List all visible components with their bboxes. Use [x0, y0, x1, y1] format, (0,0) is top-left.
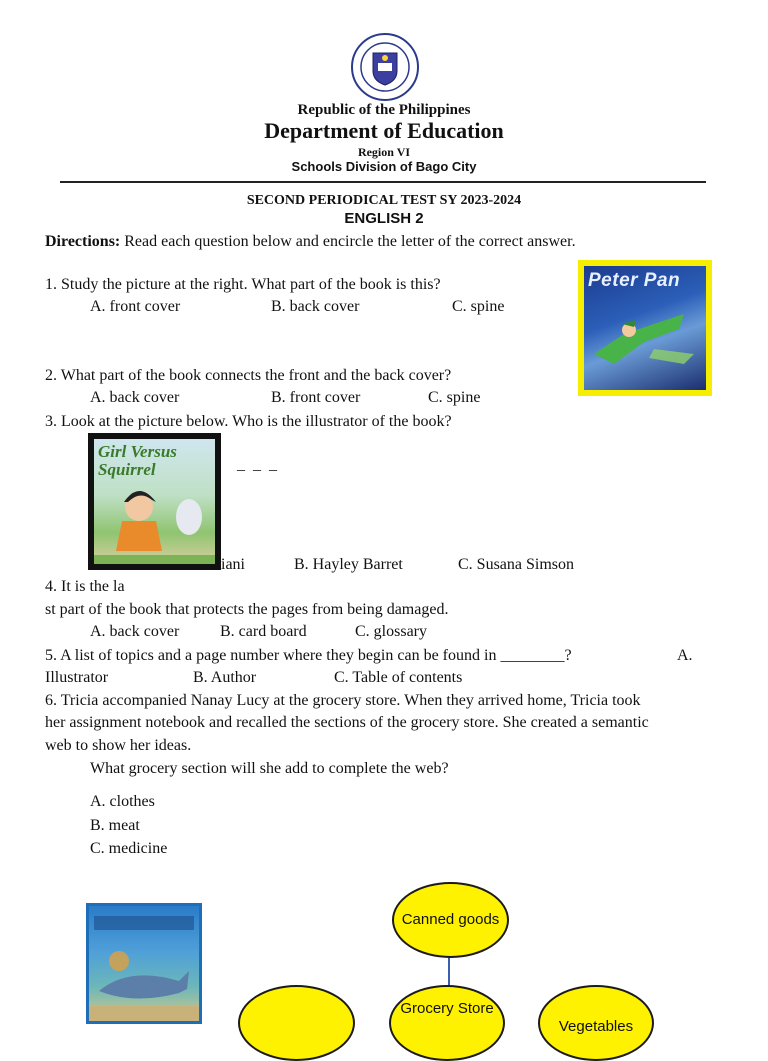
web-node-vegetables: Vegetables	[538, 985, 654, 1061]
q6-question: What grocery section will she add to complete the web?	[90, 760, 449, 777]
q6-line-2: her assignment notebook and recalled the sections of the grocery store. She created a semantic	[45, 714, 649, 731]
web-node-canned-goods: Canned goods	[392, 882, 509, 958]
q2-option-c: C. spine	[428, 389, 481, 406]
peter-pan-title: Peter Pan	[588, 270, 681, 291]
peter-pan-figure-icon	[584, 294, 706, 390]
republic-line: Republic of the Philippines	[297, 102, 471, 118]
q3-option-c: C. Susana Simson	[458, 556, 575, 573]
peter-pan-cover-image	[578, 260, 712, 396]
q4-option-b: B. card board	[220, 623, 307, 640]
q5-option-a-letter: A.	[677, 647, 693, 664]
q6-option-a: A. clothes	[90, 793, 155, 810]
test-title: SECOND PERIODICAL TEST SY 2023-2024	[246, 193, 522, 208]
web-node-empty	[238, 985, 355, 1061]
q5-option-c: C. Table of contents	[334, 669, 463, 686]
q3-stem: 3. Look at the picture below. Who is the illustrator of the book?	[45, 413, 452, 430]
q3-option-a-fragment: iani	[221, 556, 245, 573]
q4-option-a: A. back cover	[90, 623, 180, 640]
shark-book-cover-image	[86, 903, 202, 1024]
region-line: Region VI	[357, 145, 411, 159]
deped-seal-icon	[351, 33, 419, 101]
girl-cover-title: Girl Versus Squirrel	[98, 442, 177, 479]
q6-option-b: B. meat	[90, 817, 140, 834]
q4-option-c: C. glossary	[355, 623, 427, 640]
directions	[45, 232, 576, 252]
subject-title: ENGLISH 2	[344, 210, 424, 227]
q6-line-3: web to show her ideas.	[45, 737, 192, 754]
q6-option-c: C. medicine	[90, 840, 168, 857]
q4-line-1: 4. It is the la	[45, 578, 125, 595]
web-connector-line	[448, 956, 450, 986]
q2-option-a: A. back cover	[90, 389, 180, 406]
q4-line-2: st part of the book that protects the pages from being damaged.	[45, 601, 449, 618]
q1-stem: 1. Study the picture at the right. What part of the book is this?	[45, 276, 441, 293]
directions-label: Directions:	[45, 233, 121, 250]
q1-option-b: B. back cover	[271, 298, 360, 315]
directions-text: Read each question below and encircle the letter of the correct answer.	[120, 233, 576, 250]
q1-option-c: C. spine	[452, 298, 505, 315]
shark-illustration-icon	[89, 906, 199, 1021]
q1-option-a: A. front cover	[90, 298, 181, 315]
division-line: Schools Division of Bago City	[291, 159, 477, 174]
q2-stem: 2. What part of the book connects the front and the back cover?	[45, 367, 452, 384]
department-title: Department of Education	[264, 118, 504, 143]
q5-option-b: B. Author	[193, 669, 257, 686]
header-divider	[60, 181, 706, 183]
q5-stem: 5. A list of topics and a page number where they begin can be found in ________?	[45, 647, 572, 664]
q3-blanks: _ _ _	[237, 456, 279, 473]
q6-line-1: 6. Tricia accompanied Nanay Lucy at the grocery store. When they arrived home, Tricia took	[45, 692, 641, 709]
q2-option-b: B. front cover	[271, 389, 361, 406]
web-node-grocery-store: Grocery Store	[389, 985, 505, 1061]
q5-option-a-word: Illustrator	[45, 669, 109, 686]
girl-illustration-icon	[94, 477, 215, 564]
girl-versus-squirrel-cover-image	[88, 433, 221, 570]
q3-option-b: B. Hayley Barret	[294, 556, 403, 573]
